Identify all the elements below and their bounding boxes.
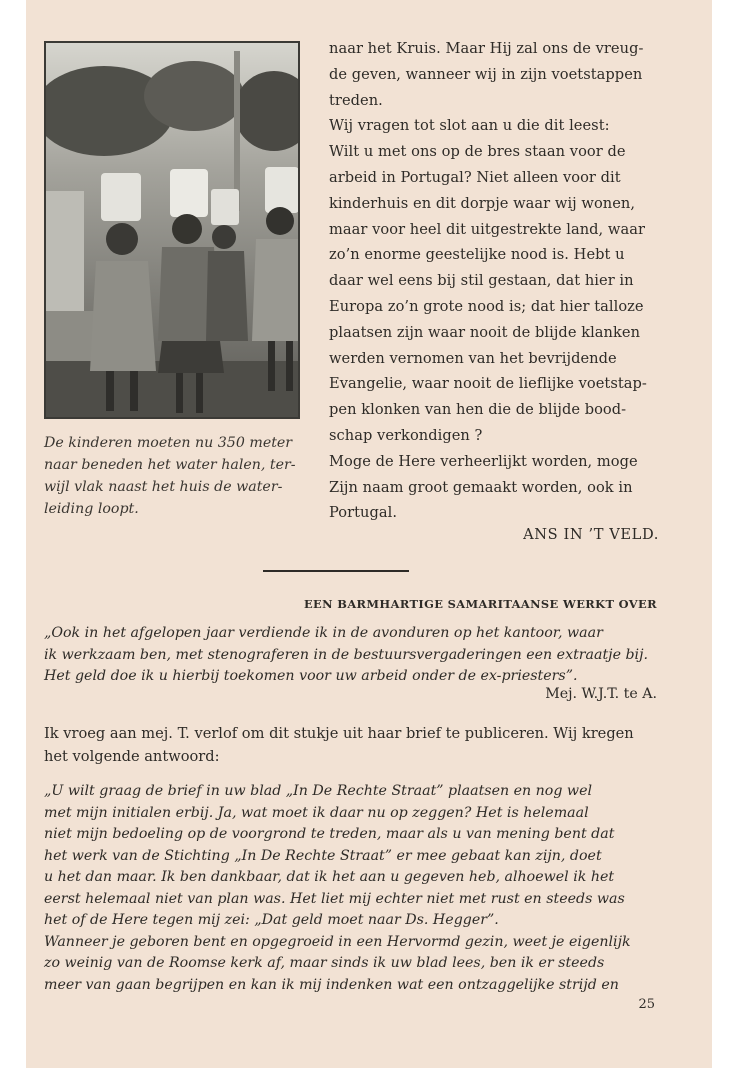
page [26, 0, 712, 1068]
answer-letter [44, 781, 664, 996]
letter-line: ik werkzaam ben, met stenograferen in de bestuursvergaderingen een extraatje bij. [44, 646, 649, 663]
text-line: Zijn naam groot gemaakt worden, ook in [329, 478, 633, 496]
answer-line: het of de Here tegen mij zei: „Dat geld moet naar Ds. Hegger”. [44, 912, 499, 928]
section-divider [263, 570, 409, 572]
text-line: Evangelie, waar nooit de lieflijke voetstap- [329, 375, 647, 393]
text-line: Europa zo’n grote nood is; dat hier talloze [329, 297, 644, 315]
caption-line: naar beneden het water halen, ter- [44, 457, 296, 473]
caption-line: leiding loopt. [44, 501, 139, 517]
answer-line: u het dan maar. Ik ben dankbaar, dat ik het aan u gegeven heb, alhoewel ik het [44, 869, 615, 885]
intro-line: het volgende antwoord: [44, 748, 220, 765]
author-signature: ANS IN ’T VELD. [523, 526, 659, 543]
photo-illustration [44, 41, 300, 419]
text-line: Moge de Here verheerlijkt worden, moge [329, 452, 638, 470]
text-line: arbeid in Portugal? Niet alleen voor dit [329, 168, 621, 186]
answer-line: zo weinig van de Roomse kerk af, maar sinds ik uw blad lees, ben ik er steeds [44, 955, 605, 971]
text-line: kinderhuis en dit dorpje waar wij wonen, [329, 194, 636, 212]
text-line: schap verkondigen ? [329, 426, 483, 444]
text-line: pen klonken van hen die de blijde bood- [329, 401, 627, 419]
text-line: treden. [329, 91, 383, 109]
text-line: Portugal. [329, 504, 398, 522]
text-line: daar wel eens bij stil gestaan, dat hier in [329, 272, 634, 290]
caption-line: De kinderen moeten nu 350 meter [44, 435, 293, 451]
letter-line: Het geld doe ik u hierbij toekomen voor uw arbeid onder de ex-priesters”. [44, 668, 578, 684]
photo-caption [44, 432, 314, 520]
text-line: de geven, wanneer wij in zijn voetstappen [329, 65, 643, 83]
answer-line: Wanneer je geboren bent en opgegroeid in een Hervormd gezin, weet je eigenlijk [44, 933, 631, 950]
letter-line: „Ook in het afgelopen jaar verdiende ik in de avonduren op het kantoor, waar [44, 625, 603, 641]
intro-paragraph [44, 722, 664, 768]
text-line: Wilt u met ons op de bres staan voor de [329, 143, 626, 161]
intro-line: Ik vroeg aan mej. T. verlof om dit stukje uit haar brief te publiceren. Wij kregen [44, 725, 634, 742]
answer-line: meer van gaan begrijpen en kan ik mij indenken wat een ontzaggelijke strijd en [44, 976, 619, 993]
caption-line: wijl vlak naast het huis de water- [44, 479, 283, 495]
text-line: maar voor heel dit uitgestrekte land, waar [329, 220, 645, 238]
letter-signature: Mej. W.J.T. te A. [545, 686, 657, 702]
text-line: naar het Kruis. Maar Hij zal ons de vreug- [329, 40, 644, 57]
page-number: 25 [638, 997, 655, 1012]
text-line: Wij vragen tot slot aan u die dit leest: [329, 117, 610, 135]
answer-line: het werk van de Stichting „In De Rechte Straat” er mee gebaat kan zijn, doet [44, 847, 602, 864]
right-column-text [329, 36, 659, 526]
answer-line: niet mijn bedoeling op de voorgrond te treden, maar als u van mening bent dat [44, 826, 615, 842]
answer-line: eerst helemaal niet van plan was. Het liet mij echter niet met rust en steeds was [44, 890, 625, 907]
text-line: werden vernomen van het bevrijdende [329, 349, 617, 367]
answer-line: „U wilt graag de brief in uw blad „In De Rechte Straat” plaatsen en nog wel [44, 783, 592, 799]
text-line: zo’n enorme geestelijke nood is. Hebt u [329, 246, 625, 264]
section-title: EEN BARMHARTIGE SAMARITAANSE WERKT OVER [303, 597, 657, 611]
answer-line: met mijn initialen erbij. Ja, wat moet ik daar nu op zeggen? Het is helemaal [44, 804, 589, 821]
text-line: plaatsen zijn waar nooit de blijde klanken [329, 323, 641, 341]
children-carrying-water-photo [44, 41, 300, 419]
quoted-letter [44, 623, 664, 688]
